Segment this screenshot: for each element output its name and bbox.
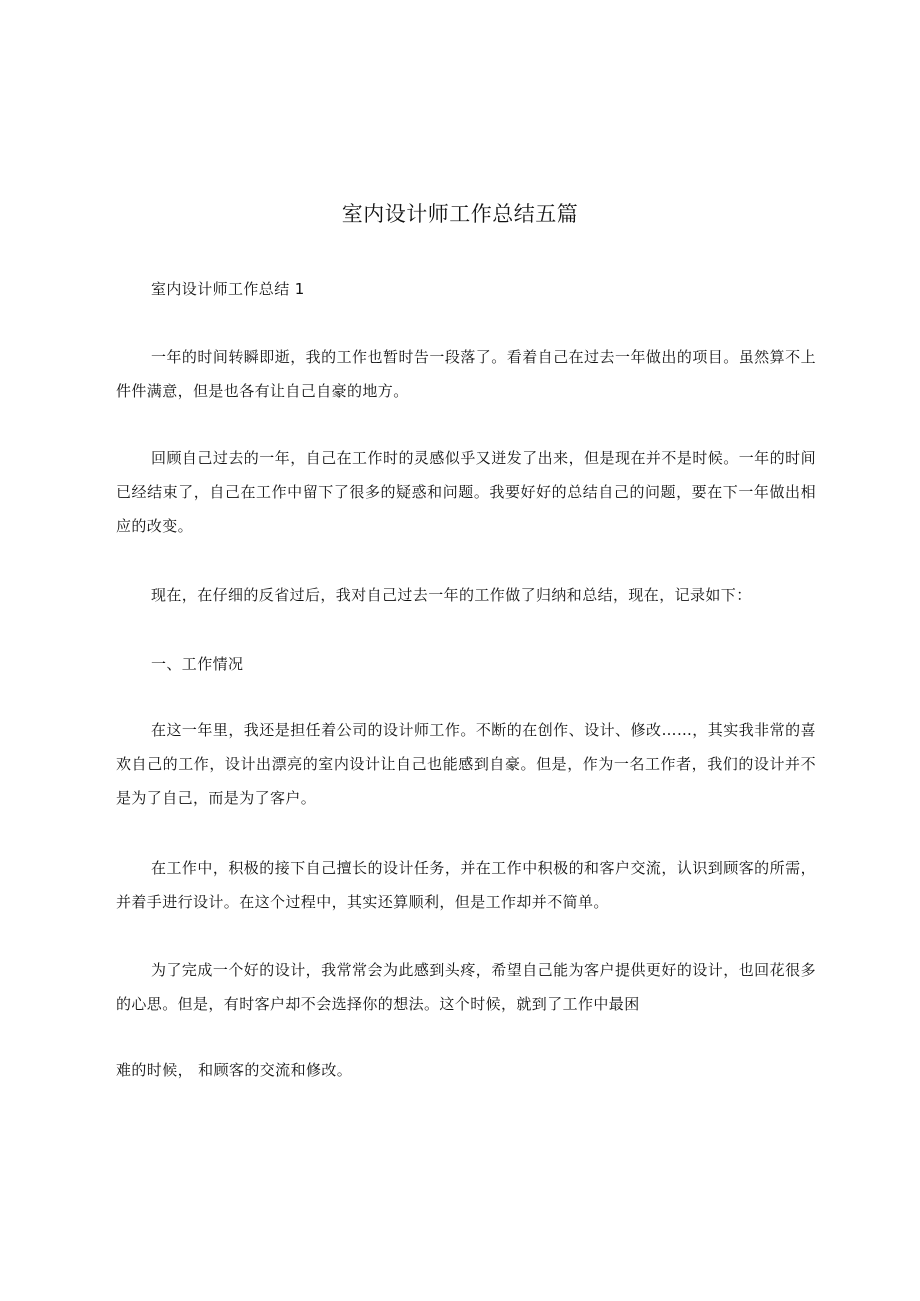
paragraph: 现在，在仔细的反省过后，我对自己过去一年的工作做了归纳和总结，现在，记录如下： <box>151 586 752 604</box>
document-title: 室内设计师工作总结五篇 <box>341 202 579 226</box>
paragraph: 回顾自己过去的一年，自己在工作时的灵感似乎又迸发了出来，但是现在并不是时候。一年的时间已经结束了，自己在工作中留下了很多的疑惑和问题。我要好好的总结自己的问题，要在下一年做出相应的改变。 <box>116 449 816 535</box>
paragraph: 在这一年里，我还是担任着公司的设计师工作。不断的在创作、设计、修改……，其实我非常的喜欢自己的工作，设计出漂亮的室内设计让自己也能感到自豪。但是，作为一名工作者，我们的设计并不是为了自己，而是为了客户。 <box>116 721 816 807</box>
section-heading-work-status: 一、工作情况 <box>151 655 244 673</box>
paragraph: 在工作中，积极的接下自己擅长的设计任务，并在工作中积极的和客户交流，认识到顾客的所需，并着手进行设计。在这个过程中，其实还算顺利，但是工作却并不简单。 <box>116 859 816 911</box>
paragraph: 一年的时间转瞬即逝，我的工作也暂时告一段落了。看着自己在过去一年做出的项目。虽然算不上件件满意，但是也各有让自己自豪的地方。 <box>116 348 816 400</box>
section-heading: 室内设计师工作总结 1 <box>151 280 305 298</box>
paragraph-continuation: 难的时候， 和顾客的交流和修改。 <box>116 1061 353 1079</box>
paragraph: 为了完成一个好的设计，我常常会为此感到头疼，希望自己能为客户提供更好的设计，也回花很多的心思。但是，有时客户却不会选择你的想法。这个时候，就到了工作中最困 <box>116 961 816 1013</box>
